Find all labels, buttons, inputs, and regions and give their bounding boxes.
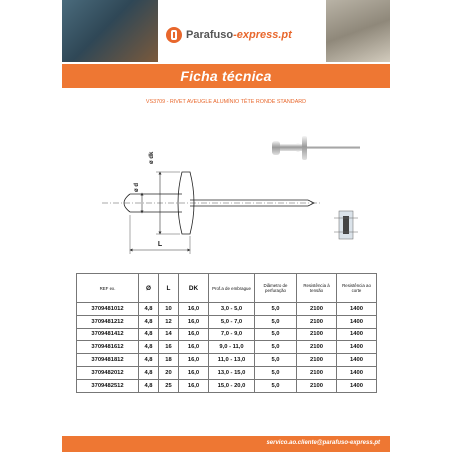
cell-shear: 1400 — [337, 303, 377, 316]
cell-tensile: 2100 — [297, 354, 337, 367]
col-header-drill-diameter: Diâmetro de perfuração — [255, 274, 297, 303]
cell-dk: 16,0 — [179, 379, 209, 392]
table-row — [77, 366, 377, 379]
cell-grip-range: 9,0 - 11,0 — [209, 341, 255, 354]
cell-dk: 16,0 — [179, 354, 209, 367]
cell-ref: 3709481812 — [77, 354, 139, 367]
cell-diameter: 4,8 — [139, 379, 159, 392]
specs-table — [76, 273, 377, 393]
cell-diameter: 4,8 — [139, 341, 159, 354]
cell-grip-range: 3,0 - 5,0 — [209, 303, 255, 316]
cell-drill-diameter: 5,0 — [255, 315, 297, 328]
cell-tensile: 2100 — [297, 341, 337, 354]
cell-dk: 16,0 — [179, 303, 209, 316]
brand-name-domain: -express.pt — [233, 29, 292, 41]
cell-diameter: 4,8 — [139, 303, 159, 316]
table-row — [77, 341, 377, 354]
cell-dk: 16,0 — [179, 315, 209, 328]
cell-ref: 3709481412 — [77, 328, 139, 341]
header-photo-tools — [62, 0, 158, 62]
cell-dk: 16,0 — [179, 341, 209, 354]
cell-tensile: 2100 — [297, 379, 337, 392]
cell-drill-diameter: 5,0 — [255, 379, 297, 392]
cell-length: 20 — [159, 366, 179, 379]
col-header-length: L — [159, 274, 179, 303]
brand-logo — [166, 24, 292, 46]
cell-ref: 3709481612 — [77, 341, 139, 354]
rivet-drawing — [62, 112, 390, 262]
footer-email[interactable]: servico.ao.cliente@parafuso-express.pt — [266, 440, 380, 446]
cell-shear: 1400 — [337, 379, 377, 392]
cell-drill-diameter: 5,0 — [255, 341, 297, 354]
cell-shear: 1400 — [337, 366, 377, 379]
cell-shear: 1400 — [337, 328, 377, 341]
cell-dk: 16,0 — [179, 366, 209, 379]
l-label: L — [157, 241, 163, 248]
cell-ref: 3709482512 — [77, 379, 139, 392]
col-header-dk: DK — [179, 274, 209, 303]
cell-drill-diameter: 5,0 — [255, 354, 297, 367]
cell-length: 16 — [159, 341, 179, 354]
cell-ref: 3709481012 — [77, 303, 139, 316]
cell-length: 25 — [159, 379, 179, 392]
page-title: Ficha técnica — [180, 68, 272, 84]
cell-grip-range: 5,0 - 7,0 — [209, 315, 255, 328]
cell-shear: 1400 — [337, 315, 377, 328]
brand-name-main: Parafuso — [186, 29, 234, 41]
cell-ref: 3709481212 — [77, 315, 139, 328]
cell-drill-diameter: 5,0 — [255, 328, 297, 341]
cell-diameter: 4,8 — [139, 328, 159, 341]
table-row — [77, 328, 377, 341]
cell-length: 12 — [159, 315, 179, 328]
product-subtitle: VS3709 - RIVET AVEUGLE ALUMÍNIO TÊTE RONDE STANDARD — [145, 99, 307, 105]
rivet-outline — [124, 172, 314, 234]
cell-diameter: 4,8 — [139, 315, 159, 328]
cell-drill-diameter: 5,0 — [255, 366, 297, 379]
cell-grip-range: 7,0 - 9,0 — [209, 328, 255, 341]
cell-tensile: 2100 — [297, 303, 337, 316]
cell-shear: 1400 — [337, 341, 377, 354]
cell-ref: 3709482012 — [77, 366, 139, 379]
col-header-shear: Resistência ao corte — [337, 274, 377, 303]
technical-sheet — [62, 0, 390, 452]
brand-name — [186, 29, 292, 41]
cell-diameter: 4,8 — [139, 354, 159, 367]
header-photo-screws — [326, 0, 390, 62]
footer-bar — [62, 436, 390, 452]
dk-label: ø dk — [149, 151, 155, 164]
cell-length: 14 — [159, 328, 179, 341]
title-banner — [62, 64, 390, 88]
col-header-tensile: Resistência à tensão — [297, 274, 337, 303]
cell-shear: 1400 — [337, 354, 377, 367]
col-header-diameter: Ø — [139, 274, 159, 303]
cell-diameter: 4,8 — [139, 366, 159, 379]
d-label: ø d — [134, 183, 140, 192]
cell-grip-range: 15,0 - 20,0 — [209, 379, 255, 392]
cell-drill-diameter: 5,0 — [255, 303, 297, 316]
brand-icon — [166, 27, 182, 43]
cell-grip-range: 11,0 - 13,0 — [209, 354, 255, 367]
table-row — [77, 354, 377, 367]
table-header-row — [77, 274, 377, 303]
col-header-ref: REF ex. — [77, 274, 139, 303]
cell-tensile: 2100 — [297, 315, 337, 328]
table-row — [77, 379, 377, 392]
cell-tensile: 2100 — [297, 328, 337, 341]
cell-length: 10 — [159, 303, 179, 316]
cell-dk: 16,0 — [179, 328, 209, 341]
rivet-photo — [272, 136, 360, 160]
cell-grip-range: 13,0 - 15,0 — [209, 366, 255, 379]
col-header-grip-range: Prof.a de embrague — [209, 274, 255, 303]
cell-tensile: 2100 — [297, 366, 337, 379]
table-row — [77, 303, 377, 316]
cell-length: 18 — [159, 354, 179, 367]
rivet-section-icon — [334, 211, 358, 239]
table-row — [77, 315, 377, 328]
